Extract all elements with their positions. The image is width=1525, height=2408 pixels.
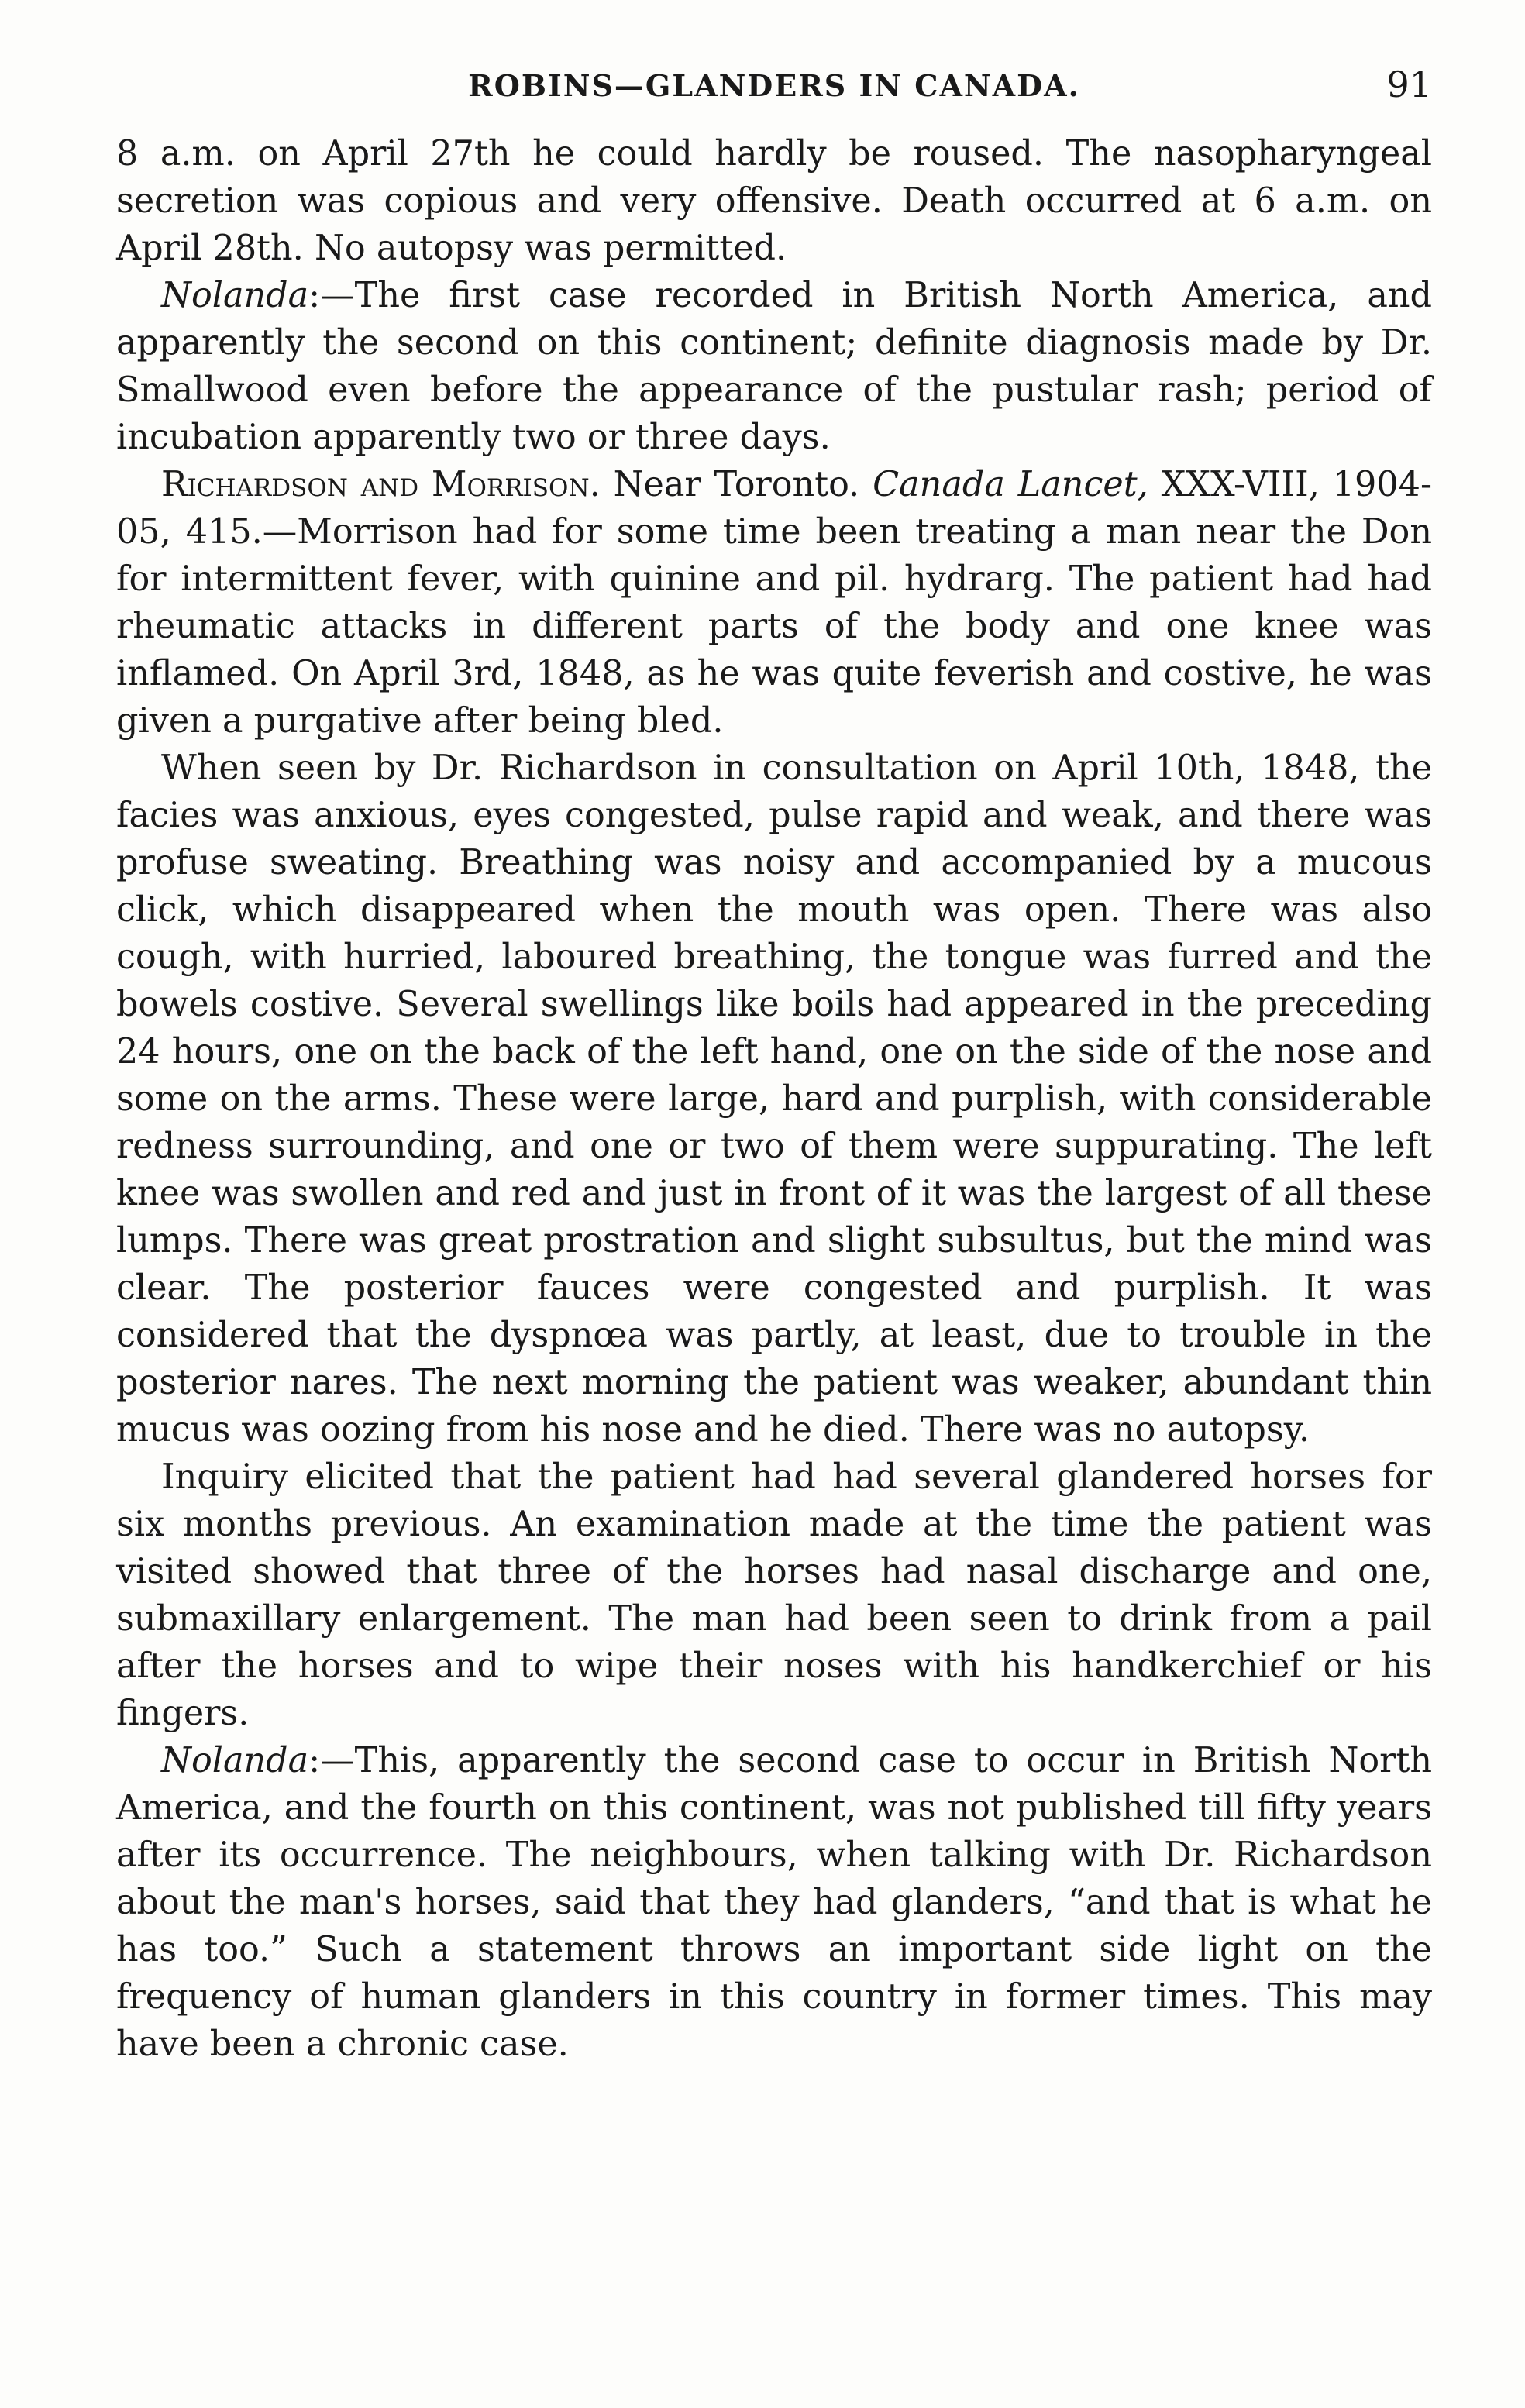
citation-place: Near Toronto.	[600, 465, 873, 504]
citation-journal: Canada Lancet,	[873, 465, 1148, 504]
paragraph	[116, 1737, 1432, 2068]
paragraph-text: XXX-VIII, 1904-05, 415.—Morrison had for some time been treating a man near the Don for intermittent fever, with quinine and pil. hydrarg. The patient had had rheumatic attacks in different parts of the body and one knee was inflamed. On April 3rd, 1848, as he was quite feverish and costive, he was given a purgative after being bled.	[116, 465, 1432, 741]
paragraph-lead: Nolanda	[161, 276, 309, 315]
paragraph	[116, 272, 1432, 461]
paragraph	[116, 745, 1432, 1453]
paragraph	[116, 1453, 1432, 1737]
running-head: ROBINS—GLANDERS IN CANADA.	[468, 68, 1080, 103]
paragraph-text: When seen by Dr. Richardson in consultation on April 10th, 1848, the facies was anxious, eyes congested, pulse rapid and weak, and there was profuse sweating. Breathing was noisy and accompanied by a mucous click, which disappeared when the mouth was open. There was also cough, with hurried, laboured breathing, the tongue was furred and the bowels costive. Several swellings like boils had appeared in the preceding 24 hours, one on the back of the left hand, one on the side of the nose and some on the arms. These were large, hard and purplish, with considerable redness surrounding, and one or two of them were suppurating. The left knee was swollen and red and just in front of it was the largest of all these lumps. There was great prostration and slight subsultus, but the mind was clear. The posterior fauces were congested and purplish. It was considered that the dyspnœa was partly, at least, due to trouble in the posterior nares. The next morning the patient was weaker, abundant thin mucus was oozing from his nose and he died. There was no autopsy.	[116, 748, 1432, 1450]
page-number: 91	[1386, 64, 1432, 105]
paragraph-text: :—This, apparently the second case to occur in British North America, and the fourth on this continent, was not published till fifty years after its occurrence. The neighbours, when talking with Dr. Richardson about the man's horses, said that they had glanders, “and that is what he has too.” Such a statement throws an important side light on the frequency of human glanders in this country in former times. This may have been a chronic case.	[116, 1741, 1432, 2064]
paragraph-lead: Nolanda	[161, 1741, 309, 1780]
page-header	[116, 64, 1432, 122]
body-text	[116, 130, 1432, 2068]
citation-authors: Richardson and Morrison.	[161, 465, 601, 504]
paragraph-text: Inquiry elicited that the patient had had several glandered horses for six months previous. An examination made at the time the patient was visited showed that three of the horses had nasal discharge and one, submaxillary enlargement. The man had been seen to drink from a pail after the horses and to wipe their noses with his handkerchief or his fingers.	[116, 1457, 1432, 1733]
paragraph	[116, 461, 1432, 745]
paragraph-text: 8 a.m. on April 27th he could hardly be roused. The nasopharyngeal secretion was copious and very offensive. Death occurred at 6 a.m. on April 28th. No autopsy was permitted.	[116, 134, 1432, 268]
paragraph	[116, 130, 1432, 272]
paragraph-text: :—The first case recorded in British North America, and apparently the second on this continent; definite diagnosis made by Dr. Smallwood even before the appearance of the pustular rash; period of incubation apparently two or three days.	[116, 276, 1432, 457]
